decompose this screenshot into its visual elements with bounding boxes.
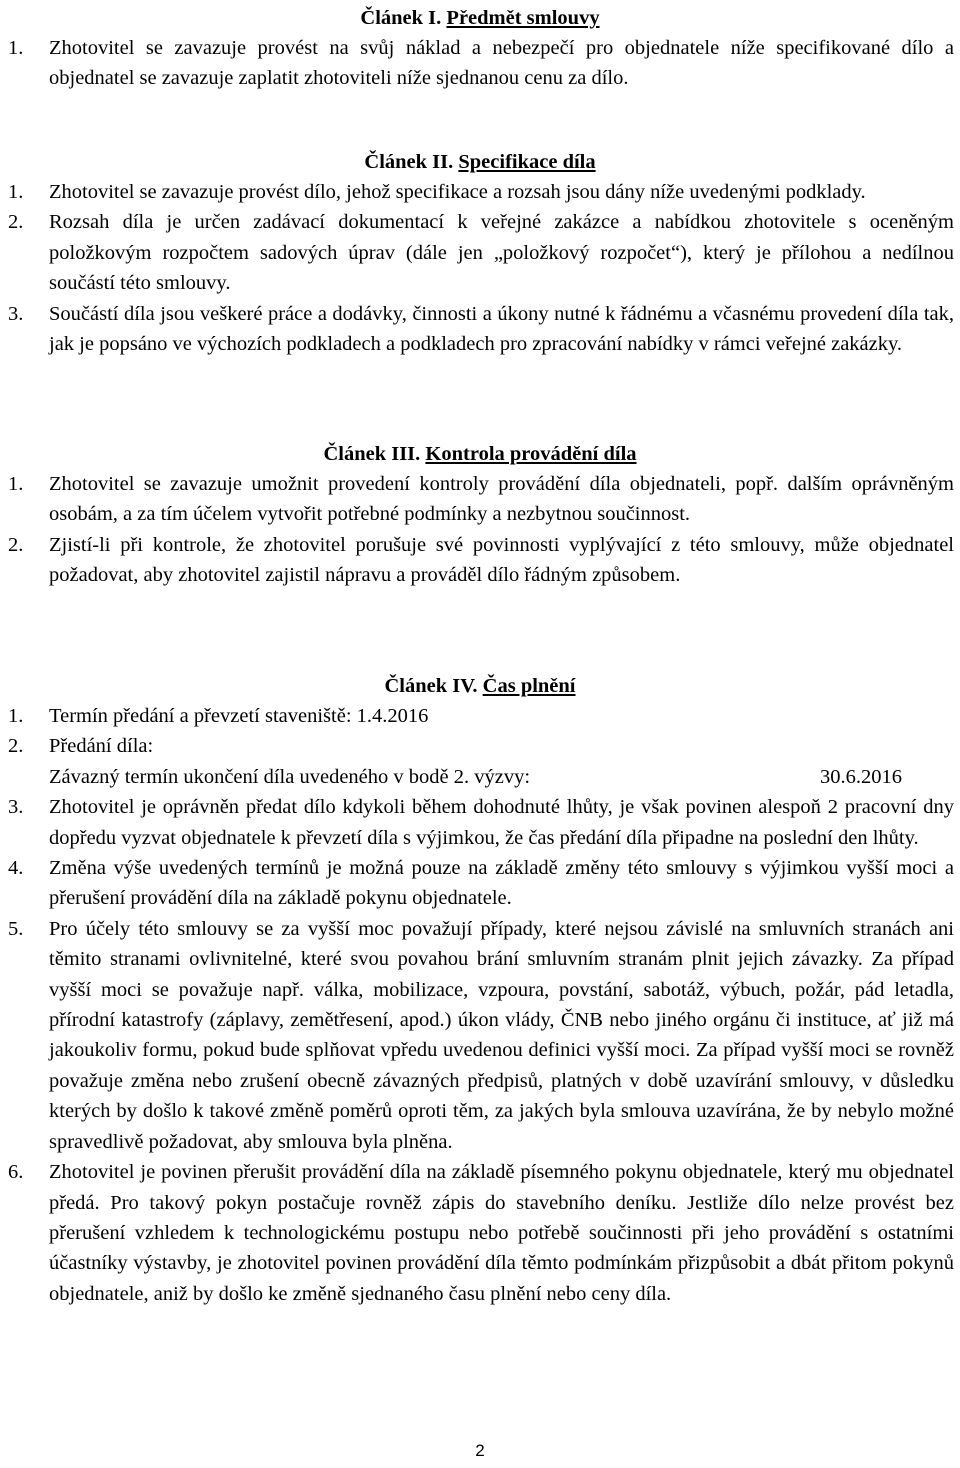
item-number: 2. [8,735,24,758]
article-number: Článek II. [364,151,454,173]
item-text: Předání díla: [49,735,154,758]
item-text: Změna výše uvedených termínů je možná pouze na základě změny této smlouvy s výjimkou vyšší moci a přerušení provádění díla na základě pokynu objednatele. [49,857,954,910]
article-number: Článek IV. [384,675,478,697]
item-number: 1. [8,181,24,203]
item-number: 4. [8,857,24,880]
item-text: Zhotovitel se zavazuje provést dílo, jehož specifikace a rozsah jsou dány níže uvedenými podklady. [49,181,866,203]
deadline-line [0,762,960,792]
list-item [0,33,960,94]
item-text: Zhotovitel se zavazuje provést na svůj náklad a nebezpečí pro objednatele níže specifikované dílo a objednatel se zavazuje zaplatit zhotoviteli níže sjednanou cenu za dílo. [49,37,954,90]
list-item [0,207,960,298]
deadline-date: 30.6.2016 [820,765,902,788]
list-item [0,177,960,207]
list-item [0,530,960,591]
list-item [0,299,960,360]
article-title: Specifikace díla [458,151,596,173]
list-item [0,731,960,761]
article-heading [0,671,960,701]
item-number: 2. [8,533,24,556]
item-number: 3. [8,796,24,819]
article-2 [0,147,960,359]
list-item [0,792,960,853]
article-title: Čas plnění [482,675,576,697]
article-title: Předmět smlouvy [446,7,600,29]
item-text: Zhotovitel se zavazuje umožnit provedení kontroly provádění díla objednateli, popř. dalším oprávněným osobám, a za tím účelem vytvořit potřebné podmínky a nezbytnou součinnost. [49,473,954,526]
article-number: Článek I. [360,7,442,29]
item-number: 1. [8,705,24,727]
list-item [0,853,960,914]
item-number: 5. [8,917,24,940]
item-number: 1. [8,37,24,59]
article-heading [0,147,960,177]
list-item [0,469,960,530]
article-heading [0,439,960,469]
article-number: Článek III. [323,443,421,465]
list-item [0,914,960,1157]
item-text: Zhotovitel je povinen přerušit provádění díla na základě písemného pokynu objednatele, který mu objednatel předá. Pro takový pokyn postačuje rovněž zápis do stavebního deníku. Jestliže dílo nelze provést bez přerušení vzhledem k technologickému postupu nebo potřebě součinnosti při jeho provádění s ostatními účastníky výstavby, je zhotovitel povinen provádění díla těmto podmínkám přizpůsobit a dbát přitom pokynů objednatele, aniž by došlo ke změně sjednaného času plnění nebo ceny díla. [49,1161,954,1305]
item-text: Pro účely této smlouvy se za vyšší moc považují případy, které nejsou závislé na smluvních stranách ani těmito stranami ovlivnitelné, které svou povahou brání smluvním stranám plnit jejich závazky. Za případ vyšší moci se považuje např. válka, mobilizace, vzpoura, povstání, sabotáž, výbuch, požár, pád letadla, přírodní katastrofy (záplavy, zemětřesení, apod.) úkon vlády, ČNB nebo jiného orgánu či instituce, ať již má jakoukoliv formu, pokud bude splňovat vpředu uvedenou definici vyšší moci. Za případ vyšší moci se rovněž považuje změna nebo zrušení obecně závazných předpisů, platných v době uzavírání smlouvy, v důsledku kterých by došlo k takové změně poměrů oproti těm, za jakých byla smlouva uzavírána, že by nebylo možné spravedlivě požadovat, aby smlouva byla plněna. [49,917,954,1153]
item-text: Rozsah díla je určen zadávací dokumentací k veřejné zakázce a nabídkou zhotovitele s oceněným položkovým rozpočtem sadových úprav (dále jen „položkový rozpočet“), který je přílohou a nedílnou součástí této smlouvy. [49,211,954,295]
page-number: 2 [475,1441,485,1460]
article-3 [0,439,960,591]
article-1 [0,3,960,94]
item-number: 2. [8,211,24,234]
article-title: Kontrola provádění díla [425,443,637,465]
list-item [0,701,960,731]
item-number: 3. [8,302,24,325]
list-item [0,1157,960,1309]
item-number: 6. [8,1161,24,1184]
item-text: Zjistí-li při kontrole, že zhotovitel porušuje své povinnosti vyplývající z této smlouvy, může objednatel požadovat, aby zhotovitel zajistil nápravu a prováděl dílo řádným způsobem. [49,533,954,587]
item-text: Termín předání a převzetí staveniště: 1.4.2016 [49,705,429,727]
article-heading [0,3,960,33]
article-4 [0,671,960,1309]
deadline-text: Závazný termín ukončení díla uvedeného v bodě 2. výzvy: [49,765,531,788]
item-number: 1. [8,473,24,495]
item-text: Součástí díla jsou veškeré práce a dodávky, činnosti a úkony nutné k řádnému a včasnému provedení díla tak, jak je popsáno ve výchozích podkladech a podkladech pro zpracování nabídky v rámci veřejné zakázky. [49,302,954,356]
item-text: Zhotovitel je oprávněn předat dílo kdykoli během dohodnuté lhůty, je však povinen alespoň 2 pracovní dny dopředu vyzvat objednatele k převzetí díla s výjimkou, že čas předání díla připadne na poslední den lhůty. [49,796,954,849]
